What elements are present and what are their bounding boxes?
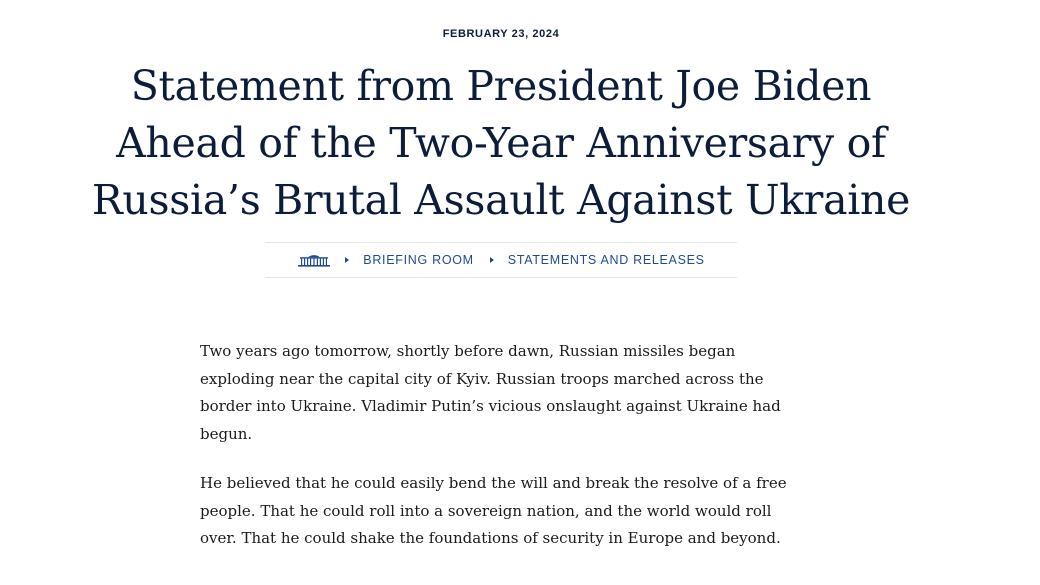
article-body [200, 338, 800, 575]
title-line: Ahead of the Two-Year Anniversary of [116, 119, 886, 167]
title-line: Statement from President Joe Biden [130, 62, 872, 110]
title-line: Russia’s Brutal Assault Against Ukraine [91, 176, 911, 224]
white-house-icon[interactable] [297, 254, 331, 267]
paragraph-line: Two years ago tomorrow, shortly before dawn, Russian missiles began [200, 342, 736, 360]
paragraph-line: people. That he could roll into a sovereign nation, and the world would roll [200, 501, 772, 520]
breadcrumb [265, 242, 737, 278]
paragraph-line: border into Ukraine. Vladimir Putin’s vicious onslaught against Ukraine had [200, 397, 781, 415]
chevron-right-icon [345, 257, 349, 263]
paragraph-line: He believed that he could easily bend the will and break the resolve of a free [200, 474, 787, 492]
paragraph-line: begun. [200, 424, 253, 443]
breadcrumb-briefing-room-link[interactable]: BRIEFING ROOM [363, 253, 474, 267]
body-paragraph [200, 338, 800, 448]
chevron-right-icon [490, 257, 494, 263]
article-date: FEBRUARY 23, 2024 [442, 28, 560, 40]
body-paragraph [200, 470, 800, 553]
breadcrumb-statements-link[interactable]: STATEMENTS AND RELEASES [507, 253, 705, 267]
paragraph-line: exploding near the capital city of Kyiv. Russian troops marched across the [200, 369, 764, 388]
paragraph-line: over. That he could shake the foundations of security in Europe and beyond. [200, 529, 781, 547]
page-title [60, 58, 942, 229]
